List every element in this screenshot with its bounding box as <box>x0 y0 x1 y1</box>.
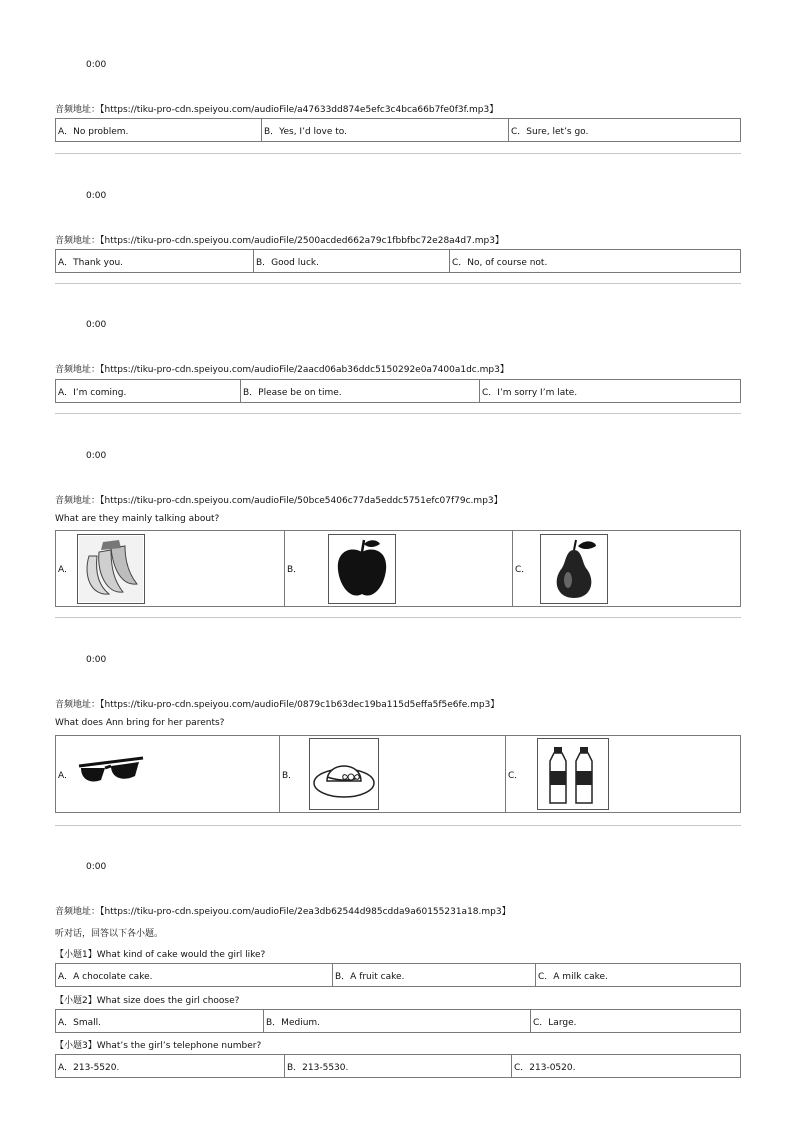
instruction-text: 听对话，回答以下各小题。 <box>55 929 164 939</box>
option-label: B． <box>282 770 298 781</box>
sunglasses-image <box>77 739 145 809</box>
option-b[interactable]: B．Medium. <box>264 1010 531 1032</box>
option-a[interactable]: A．No problem. <box>56 119 262 141</box>
subquestion-2: 【小题2】What size does the girl choose? <box>55 996 240 1006</box>
options-table-sub2 <box>55 1009 741 1033</box>
option-a[interactable]: A．Thank you. <box>56 250 254 272</box>
options-table-3 <box>55 379 741 403</box>
options-table-1 <box>55 118 741 142</box>
subquestion-1: 【小题1】What kind of cake would the girl like? <box>55 950 266 960</box>
option-b[interactable]: B．Please be on time. <box>241 380 480 402</box>
audio-url-3[interactable]: 音频地址：【https://tiku-pro-cdn.speiyou.com/audioFile/2aacd06ab36ddc5150292e0a7400a1dc.mp3】 <box>55 365 509 375</box>
option-c[interactable] <box>513 531 740 606</box>
divider <box>55 283 741 284</box>
option-b[interactable]: B．A fruit cake. <box>333 964 536 986</box>
option-label: A． <box>58 565 74 575</box>
question-text-5: What does Ann bring for her parents? <box>55 718 225 728</box>
option-a[interactable]: A．I’m coming. <box>56 380 241 402</box>
options-table-2 <box>55 249 741 273</box>
audio-url-4[interactable]: 音频地址：【https://tiku-pro-cdn.speiyou.com/audioFile/50bce5406c77da5eddc5751efc07f79c.mp3】 <box>55 496 503 506</box>
option-b[interactable] <box>280 736 506 812</box>
audio-url-5[interactable]: 音频地址：【https://tiku-pro-cdn.speiyou.com/audioFile/0879c1b63dec19ba115d5effa5f5e6fe.mp3】 <box>55 700 500 710</box>
banana-image <box>77 534 145 604</box>
divider <box>55 413 741 414</box>
option-b[interactable]: B．Good luck. <box>254 250 450 272</box>
option-c[interactable]: C．Large. <box>533 1017 577 1028</box>
divider <box>55 617 741 618</box>
hat-image <box>309 738 379 810</box>
option-label: C． <box>515 565 531 575</box>
option-a[interactable]: A．Small. <box>56 1010 264 1032</box>
options-table-sub3 <box>55 1054 741 1078</box>
option-c[interactable] <box>506 736 740 812</box>
option-a[interactable]: A．A chocolate cake. <box>56 964 333 986</box>
subquestion-3: 【小题3】What’s the girl’s telephone number? <box>55 1041 262 1051</box>
option-a[interactable]: A．213-5520. <box>56 1055 285 1077</box>
option-c[interactable]: C．I’m sorry I’m late. <box>482 387 578 398</box>
options-table-4 <box>55 530 741 607</box>
option-a[interactable] <box>56 531 285 606</box>
options-table-sub1 <box>55 963 741 987</box>
option-b[interactable] <box>285 531 513 606</box>
audio-time-5: 0:00 <box>86 655 107 665</box>
audio-time-4: 0:00 <box>86 451 107 461</box>
audio-url-6[interactable]: 音频地址：【https://tiku-pro-cdn.speiyou.com/audioFile/2ea3db62544d985cdda9a60155231a18.mp3】 <box>55 907 511 917</box>
options-table-5 <box>55 735 741 813</box>
question-text-4: What are they mainly talking about? <box>55 514 220 524</box>
option-b[interactable]: B．Yes, I’d love to. <box>262 119 509 141</box>
option-label: C． <box>508 770 524 781</box>
option-a[interactable] <box>56 736 280 812</box>
option-c[interactable]: C．No, of course not. <box>452 257 548 268</box>
audio-time-1: 0:00 <box>86 60 107 70</box>
audio-time-3: 0:00 <box>86 320 107 330</box>
audio-time-2: 0:00 <box>86 191 107 201</box>
apple-image <box>328 534 396 604</box>
pear-image <box>540 534 608 604</box>
option-b[interactable]: B．213-5530. <box>285 1055 512 1077</box>
divider <box>55 153 741 154</box>
option-label: A． <box>58 770 74 781</box>
water-bottles-image <box>537 738 609 810</box>
option-c[interactable]: C．213-0520. <box>514 1062 576 1073</box>
option-c[interactable]: C．A milk cake. <box>538 971 608 982</box>
audio-url-1[interactable]: 音频地址：【https://tiku-pro-cdn.speiyou.com/audioFile/a47633dd874e5efc3c4bca66b7fe0f3f.mp3】 <box>55 105 499 115</box>
audio-time-6: 0:00 <box>86 862 107 872</box>
divider <box>55 825 741 826</box>
option-label: B． <box>287 565 303 575</box>
option-c[interactable]: C．Sure, let’s go. <box>511 126 589 137</box>
audio-url-2[interactable]: 音频地址：【https://tiku-pro-cdn.speiyou.com/audioFile/2500acded662a79c1fbbfbc72e28a4d7.mp3】 <box>55 236 504 246</box>
